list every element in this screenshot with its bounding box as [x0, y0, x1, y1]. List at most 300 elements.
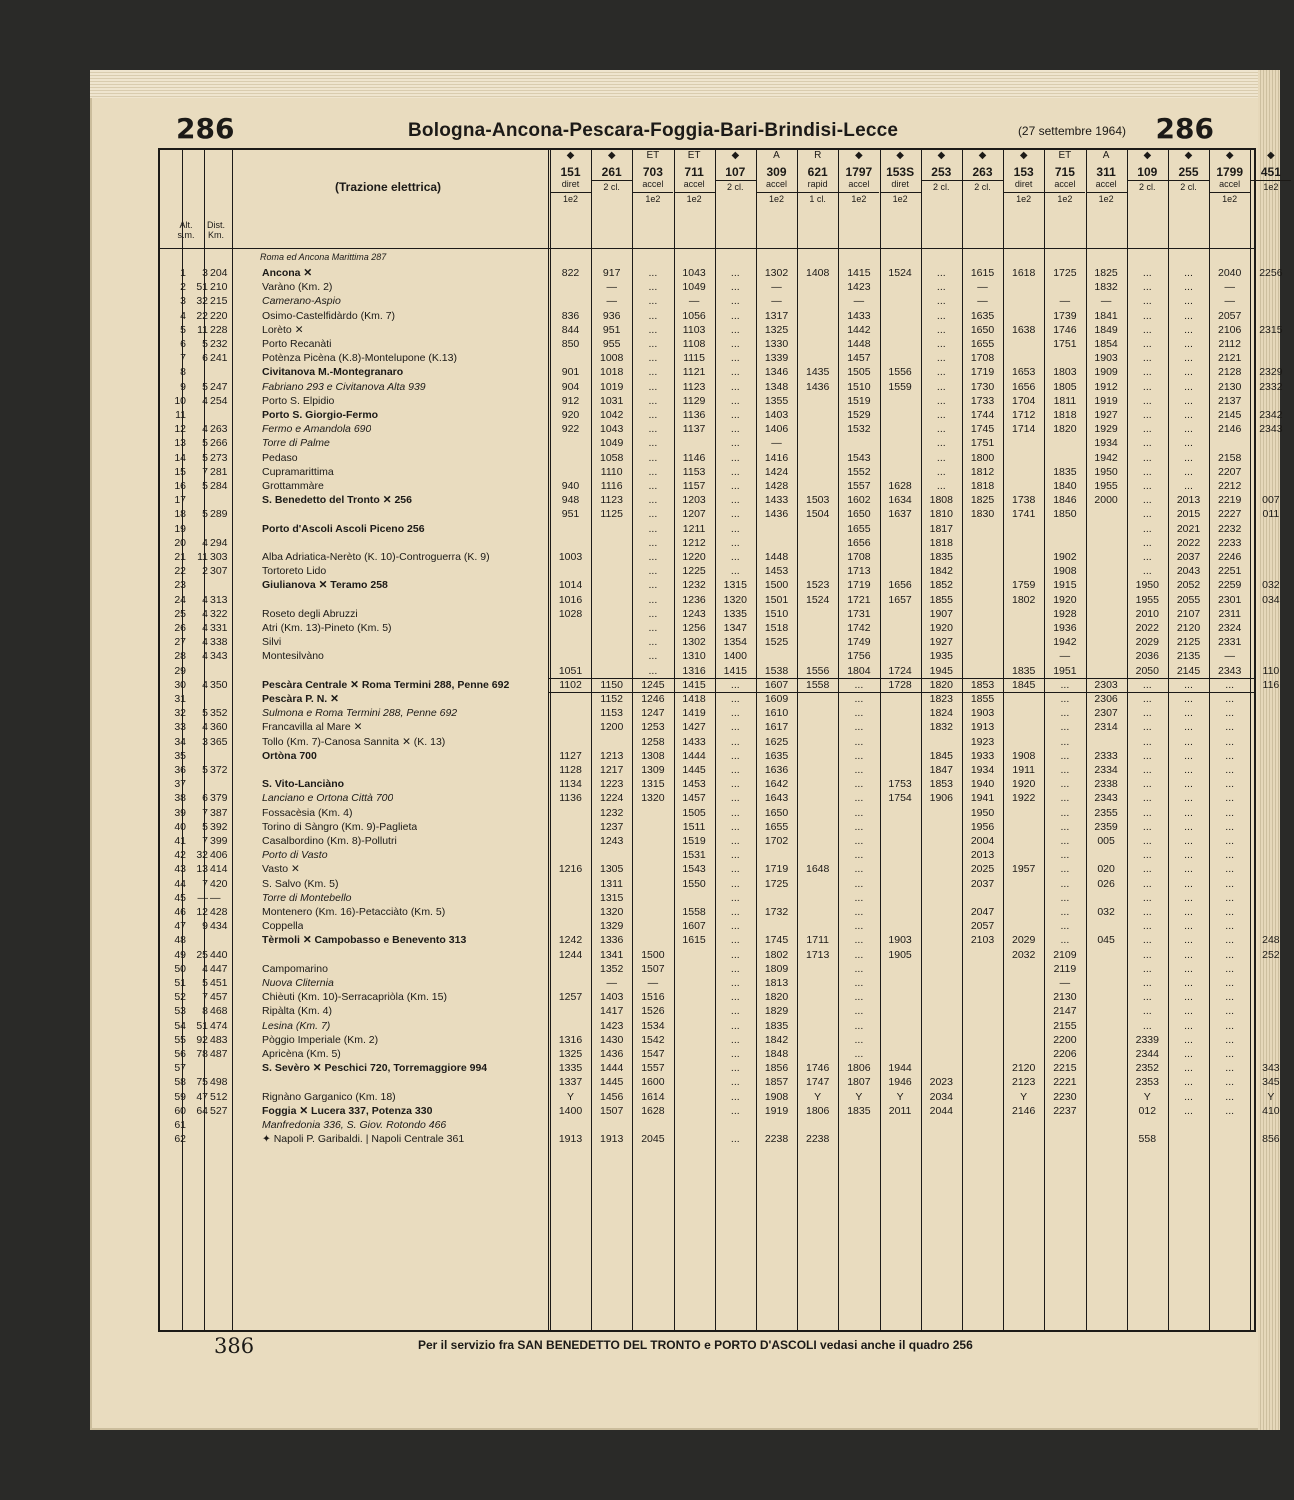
time-cell: 1524: [806, 593, 830, 606]
time-cell: 1813: [764, 977, 789, 989]
time-cell: ...: [1060, 835, 1070, 847]
time-cell: 1756: [847, 650, 871, 663]
time-cell: ...: [730, 1048, 740, 1060]
time-cell: 1137: [682, 423, 706, 436]
time-cell: ...: [1142, 835, 1152, 847]
time-cell: ...: [1184, 1062, 1193, 1075]
station-name: Fermo e Amandola 690: [262, 423, 372, 436]
distance-km: 210: [210, 281, 228, 294]
distance-km: 420: [210, 877, 228, 890]
time-cell: 1853: [970, 678, 995, 691]
table-row: [160, 877, 1254, 891]
altitude: 22: [196, 309, 208, 322]
time-cell: 2343: [1094, 792, 1118, 805]
time-cell: ...: [730, 721, 740, 734]
time-cell: ...: [730, 323, 740, 336]
time-cell: 2125: [1176, 636, 1201, 649]
time-cell: 1526: [641, 1005, 665, 1018]
time-cell: ...: [1225, 877, 1235, 890]
row-number: 32: [174, 707, 186, 720]
time-cell: 1457: [682, 792, 706, 805]
time-cell: ...: [854, 920, 864, 933]
station-name: Ortòna 700: [262, 749, 317, 762]
row-number: 57: [174, 1062, 186, 1075]
time-cell: 2237: [1053, 1104, 1077, 1117]
page-date: (27 settembre 1964): [1017, 124, 1126, 138]
time-cell: ...: [730, 891, 740, 904]
table-row: [160, 1047, 1254, 1061]
train-mark: ◆: [855, 150, 863, 161]
time-cell: 1436: [600, 1048, 624, 1060]
row-number: 44: [174, 877, 186, 890]
time-cell: ...: [730, 849, 740, 862]
time-cell: 1559: [888, 380, 912, 393]
time-cell: ...: [648, 636, 658, 649]
time-cell: 1711: [806, 934, 829, 947]
time-cell: 1335: [723, 607, 747, 620]
time-cell: 1650: [970, 323, 995, 336]
time-cell: ...: [730, 437, 740, 450]
train-header: [1127, 150, 1168, 248]
time-cell: ...: [1142, 920, 1152, 933]
time-cell: ...: [648, 593, 658, 606]
time-cell: ...: [730, 1005, 740, 1018]
time-cell: 1746: [1053, 323, 1077, 336]
time-cell: 1957: [1012, 863, 1036, 876]
time-cell: ...: [730, 508, 740, 521]
time-cell: 1642: [764, 778, 789, 791]
time-cell: 1103: [682, 323, 706, 336]
time-cell: 1505: [847, 366, 871, 379]
altitude: 25: [196, 948, 208, 961]
time-cell: 1523: [806, 579, 830, 592]
train-class: 1e2: [550, 192, 591, 205]
time-cell: 2206: [1053, 1048, 1077, 1060]
table-row: [160, 294, 1254, 308]
time-cell: ...: [1225, 849, 1235, 862]
train-number: 263: [972, 165, 993, 179]
time-cell: ...: [854, 721, 864, 734]
time-cell: ...: [1060, 707, 1070, 720]
distance-km: 392: [210, 820, 228, 833]
time-cell: ...: [1142, 792, 1152, 805]
time-cell: ...: [648, 352, 658, 365]
time-cell: ...: [936, 394, 946, 407]
time-cell: 1400: [558, 1104, 583, 1117]
time-cell: ...: [1060, 806, 1070, 819]
time-cell: 1908: [1053, 565, 1077, 578]
time-cell: 1912: [1094, 380, 1118, 393]
route-note: Roma ed Ancona Marittima 287: [260, 252, 387, 262]
time-cell: 1146: [682, 451, 706, 464]
time-cell: 1911: [1012, 764, 1035, 776]
distance-km: 474: [210, 1019, 228, 1032]
time-cell: ...: [1060, 891, 1070, 904]
time-cell: ...: [1060, 920, 1070, 933]
time-cell: 920: [561, 409, 580, 421]
column-divider: [1044, 150, 1045, 1330]
altitude: 5: [202, 820, 208, 833]
train-number: 253: [931, 165, 952, 179]
distance-km: 414: [210, 863, 228, 876]
timetable-page: [90, 70, 1283, 1430]
time-cell: 1919: [1094, 394, 1118, 407]
time-cell: 1730: [970, 380, 995, 393]
time-cell: ...: [648, 437, 658, 450]
time-cell: 951: [602, 323, 621, 336]
time-cell: ...: [1225, 948, 1235, 961]
distance-km: 352: [210, 707, 228, 720]
table-row: [160, 962, 1254, 976]
time-cell: ...: [936, 437, 946, 450]
station-name: Torre di Montebello: [262, 891, 352, 904]
time-cell: Y: [1143, 1090, 1151, 1103]
train-mark: ET: [687, 150, 701, 161]
station-name: Tortoreto Lido: [262, 565, 327, 578]
column-divider: [1209, 150, 1210, 1330]
altitude: 5: [202, 764, 208, 776]
time-cell: ...: [1184, 352, 1193, 365]
time-cell: 1656: [888, 579, 912, 592]
train-header: [550, 150, 591, 248]
time-cell: 1558: [682, 906, 706, 918]
time-cell: —: [1100, 295, 1112, 308]
time-cell: ...: [730, 309, 740, 322]
time-cell: 1237: [600, 820, 624, 833]
time-cell: 2011: [888, 1104, 912, 1117]
altitude: 4: [202, 650, 208, 663]
time-cell: 1051: [558, 664, 583, 677]
row-number: 22: [174, 565, 186, 578]
time-cell: ...: [730, 536, 740, 549]
time-cell: ...: [936, 380, 946, 393]
time-cell: ...: [730, 806, 740, 819]
time-cell: ...: [648, 451, 658, 464]
time-cell: 1702: [764, 835, 789, 847]
distance-km: 487: [210, 1048, 228, 1060]
distance-km: 343: [210, 650, 228, 663]
table-row: [160, 493, 1280, 507]
altitude: 5: [202, 451, 208, 464]
station-name: Manfredonia 336, S. Giov. Rotondo 466: [262, 1119, 447, 1131]
time-cell: ...: [1142, 480, 1152, 492]
time-cell: 1557: [847, 480, 871, 492]
time-cell: 1732: [764, 906, 789, 918]
time-cell: —: [606, 977, 617, 989]
time-cell: ...: [1142, 849, 1152, 862]
time-cell: 1223: [600, 778, 624, 791]
train-header: [715, 150, 756, 248]
time-cell: ...: [1142, 551, 1152, 563]
time-cell: ...: [936, 451, 946, 464]
train-number: 153: [1013, 165, 1034, 179]
time-cell: 1348: [764, 380, 789, 393]
time-cell: ...: [854, 1048, 864, 1060]
dist-header: Dist. Km.: [207, 220, 225, 240]
time-cell: 1636: [764, 764, 789, 776]
time-cell: ...: [854, 906, 864, 918]
time-cell: 2359: [1094, 820, 1118, 833]
time-cell: 2343: [1259, 423, 1283, 436]
time-cell: —: [688, 295, 700, 308]
station-name: Cupramarittima: [262, 465, 334, 478]
time-cell: 1635: [764, 749, 789, 762]
time-cell: 955: [602, 338, 621, 350]
time-cell: —: [606, 281, 617, 294]
time-cell: ...: [1142, 948, 1152, 961]
time-cell: —: [977, 281, 988, 294]
time-cell: ...: [1184, 977, 1193, 989]
time-cell: 1655: [970, 338, 995, 350]
row-number: 24: [174, 593, 186, 606]
time-cell: ...: [730, 948, 740, 961]
train-type: diret: [891, 179, 909, 189]
time-cell: 1150: [600, 678, 623, 691]
time-cell: 1308: [641, 749, 665, 762]
time-cell: 2052: [1176, 579, 1201, 592]
time-cell: ...: [854, 877, 864, 890]
time-cell: 110: [1262, 664, 1280, 677]
time-cell: ...: [1142, 522, 1152, 535]
distance-km: 365: [210, 735, 228, 748]
time-cell: ...: [1184, 877, 1193, 890]
time-cell: ...: [730, 678, 740, 691]
altitude: 5: [202, 977, 208, 989]
time-cell: ...: [1225, 1076, 1235, 1089]
time-cell: 1802: [1012, 593, 1036, 606]
time-cell: 1557: [641, 1062, 665, 1075]
train-class: 2 cl.: [715, 180, 756, 193]
time-cell: 1713: [847, 565, 871, 578]
table-row: [160, 735, 1254, 749]
row-number: 31: [174, 693, 186, 705]
time-cell: 1856: [764, 1062, 789, 1075]
train-mark: ET: [1058, 150, 1072, 161]
time-cell: 2040: [1218, 267, 1242, 279]
time-cell: 1428: [764, 480, 789, 492]
row-number: 21: [174, 551, 186, 563]
train-mark: ◆: [1267, 150, 1275, 161]
station-name: Lesina (Km. 7): [262, 1019, 331, 1032]
train-mark: ◆: [731, 150, 740, 161]
distance-km: 399: [210, 835, 228, 847]
train-class: 1 cl.: [797, 192, 838, 205]
station-name: Chièuti (Km. 10)-Serracapriòla (Km. 15): [262, 991, 447, 1004]
train-type: accel: [765, 179, 787, 189]
row-number: 19: [174, 522, 186, 535]
time-cell: ...: [854, 948, 864, 961]
time-cell: 2353: [1135, 1076, 1159, 1089]
table-row: [160, 621, 1254, 635]
alt-header: Alt. s.m.: [177, 220, 195, 240]
table-row: [160, 564, 1254, 578]
time-cell: 1507: [641, 962, 665, 975]
time-cell: 1747: [806, 1076, 830, 1089]
train-header: [962, 150, 1003, 248]
row-number: 18: [174, 508, 186, 521]
time-cell: 2013: [1176, 494, 1201, 507]
time-cell: ...: [1184, 1033, 1193, 1046]
column-divider: [962, 150, 963, 1330]
time-cell: 1648: [806, 863, 830, 876]
time-cell: 1908: [764, 1090, 789, 1103]
time-cell: ...: [854, 934, 864, 947]
time-cell: 2200: [1053, 1033, 1077, 1046]
time-cell: 1320: [600, 906, 624, 918]
time-cell: ...: [1142, 820, 1152, 833]
table-row: [160, 919, 1254, 933]
time-cell: 1806: [806, 1104, 830, 1117]
train-number: 451: [1260, 165, 1281, 179]
time-cell: ...: [936, 352, 946, 365]
time-cell: 1808: [929, 494, 953, 507]
time-cell: ...: [1142, 409, 1152, 421]
table-row: [160, 1132, 1280, 1146]
page-number-right: 286: [1155, 112, 1214, 145]
time-cell: ...: [648, 536, 658, 549]
time-cell: 1628: [888, 480, 912, 492]
time-cell: 1217: [600, 764, 624, 776]
distance-km: 434: [210, 920, 228, 933]
time-cell: ...: [730, 778, 740, 791]
time-cell: Y: [855, 1090, 863, 1103]
table-row: [160, 1061, 1280, 1075]
row-number: 15: [174, 465, 186, 478]
row-number: 27: [174, 636, 186, 649]
time-cell: 1341: [600, 948, 624, 961]
time-cell: 1436: [806, 380, 830, 393]
time-cell: 1110: [600, 465, 623, 478]
table-divider: [204, 150, 205, 1330]
time-cell: ...: [1142, 1005, 1152, 1018]
train-class: 1e2: [838, 192, 879, 205]
time-cell: 1547: [641, 1048, 665, 1060]
time-cell: 1516: [641, 991, 665, 1004]
timetable-table: [158, 148, 1283, 1332]
row-number: 6: [180, 338, 186, 350]
row-number: 4: [180, 309, 186, 322]
station-name: Nuova Cliternia: [262, 977, 334, 989]
time-cell: 1510: [764, 607, 789, 620]
time-cell: 1751: [970, 437, 995, 450]
time-cell: 1945: [929, 664, 953, 677]
time-cell: 2331: [1218, 636, 1242, 649]
train-header: [632, 150, 673, 248]
time-cell: ...: [648, 607, 658, 620]
station-name: Lanciano e Ortona Città 700: [262, 792, 394, 805]
time-cell: ...: [648, 366, 658, 379]
time-cell: 1127: [559, 749, 582, 762]
time-cell: ...: [1142, 267, 1152, 279]
time-cell: 2015: [1176, 508, 1201, 521]
table-row: [160, 1004, 1254, 1018]
train-number: 703: [642, 165, 663, 179]
time-cell: 1745: [764, 934, 789, 947]
time-cell: ...: [1184, 849, 1193, 862]
time-cell: 1835: [1012, 664, 1036, 677]
time-cell: 1618: [1012, 267, 1036, 279]
time-cell: 1812: [970, 465, 995, 478]
time-cell: 1436: [764, 508, 789, 521]
time-cell: ...: [936, 366, 946, 379]
table-row: [160, 891, 1254, 905]
time-cell: ...: [936, 423, 946, 436]
time-cell: 1634: [888, 494, 912, 507]
time-cell: 2103: [970, 934, 995, 947]
station-name: ✦ Napoli P. Garibaldi. | Napoli Centrale 361: [262, 1133, 465, 1146]
row-number: 53: [174, 1005, 186, 1018]
time-cell: 1016: [558, 593, 583, 606]
time-cell: ...: [1225, 1019, 1235, 1032]
row-number: 16: [174, 480, 186, 492]
station-name: Sulmona e Roma Termini 288, Penne 692: [262, 707, 458, 720]
time-cell: 2355: [1094, 806, 1118, 819]
table-row: [160, 536, 1254, 550]
station-name: Fossacèsia (Km. 4): [262, 806, 353, 819]
time-cell: 1538: [764, 664, 789, 677]
time-cell: 1503: [806, 494, 830, 507]
time-cell: ...: [1225, 891, 1235, 904]
altitude: 5: [202, 707, 208, 720]
table-row: [160, 777, 1254, 791]
time-cell: ...: [730, 451, 740, 464]
time-cell: ...: [1142, 693, 1152, 705]
time-cell: 1804: [847, 664, 871, 677]
time-cell: 2306: [1094, 693, 1118, 705]
time-cell: 1216: [558, 863, 583, 876]
time-cell: 2044: [929, 1104, 953, 1117]
table-row: [160, 436, 1254, 450]
time-cell: 252: [1262, 948, 1280, 961]
time-cell: ...: [1184, 792, 1193, 805]
time-cell: 1123: [600, 494, 623, 507]
time-cell: ...: [854, 1005, 864, 1018]
distance-km: 338: [210, 636, 228, 649]
time-cell: ...: [730, 423, 740, 436]
distance-km: 263: [210, 423, 228, 436]
time-cell: 1042: [600, 409, 624, 421]
time-cell: 1704: [1012, 394, 1036, 407]
time-cell: 1927: [1094, 409, 1118, 421]
time-cell: 1635: [970, 309, 995, 322]
table-row: [160, 607, 1254, 621]
time-cell: 1835: [929, 551, 953, 563]
time-cell: 1309: [641, 764, 665, 776]
row-number: 46: [174, 906, 186, 918]
time-cell: ...: [1142, 508, 1152, 521]
time-cell: ...: [1184, 281, 1193, 294]
time-cell: ...: [936, 267, 946, 279]
time-cell: 1153: [600, 707, 623, 720]
time-cell: 2037: [1176, 551, 1201, 563]
row-number: 41: [174, 835, 186, 847]
altitude: 8: [202, 1005, 208, 1018]
time-cell: 1152: [600, 693, 623, 705]
table-row: [160, 1075, 1280, 1089]
time-cell: 345: [1262, 1076, 1280, 1089]
row-number: 47: [174, 920, 186, 933]
time-cell: ...: [730, 962, 740, 975]
time-cell: 1510: [847, 380, 871, 393]
time-cell: ...: [648, 267, 658, 279]
time-cell: 1657: [888, 593, 912, 606]
time-cell: 1923: [970, 735, 995, 748]
train-number: 1797: [845, 165, 873, 179]
time-cell: 1615: [970, 267, 995, 279]
time-cell: 2233: [1218, 536, 1242, 549]
column-divider: [674, 150, 675, 1330]
time-cell: 1615: [682, 934, 706, 947]
